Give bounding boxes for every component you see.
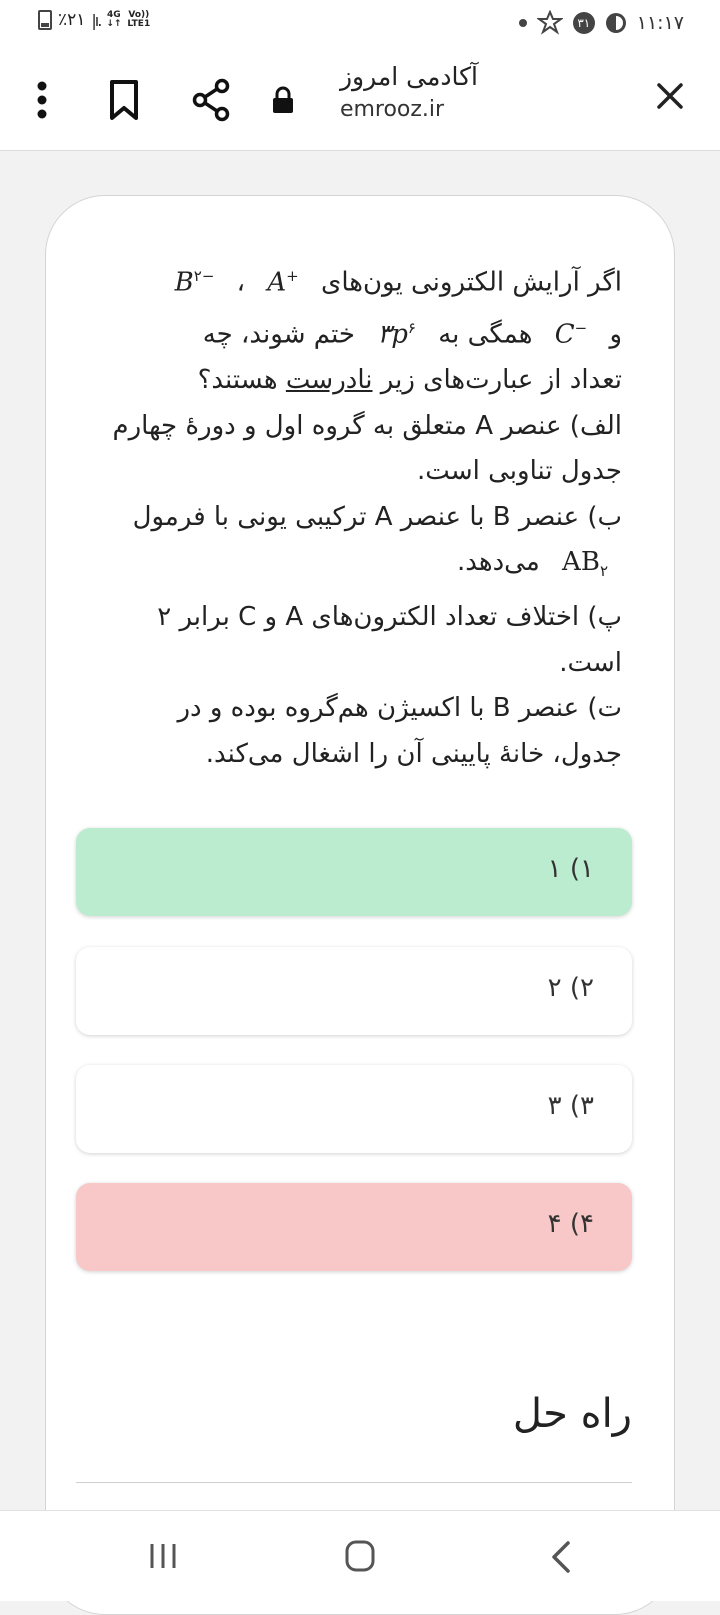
question-line-3: تعداد از عبارت‌های زیر نادرست هستند؟ [197,365,622,396]
battery-percent: ٪۲۱ [58,10,86,30]
option-2[interactable]: ۲) ۲ [76,947,632,1035]
volte-indicator: Vo)) LTE1 [127,10,151,29]
option-4[interactable]: ۴) ۴ [76,1183,632,1271]
battery-icon [38,10,52,30]
statement-alef: الف) عنصر A متعلق به گروه اول و دورهٔ چهارم جدول تناوبی است. [112,410,622,487]
network-indicator: 4G ↓↑ [106,10,122,29]
ion-a: A+ [267,267,299,298]
electron-config: $۳p^۶$ [377,319,416,350]
statement-pe: پ) اختلاف تعداد الکترون‌های A و C برابر ۲ است. [157,602,622,678]
bookmark-icon[interactable] [104,78,144,122]
app-notification-icon [537,10,563,36]
question-line-2: و C− همگی به $۳p^۶$ ختم شوند، چه [112,306,622,358]
question-text [112,254,622,777]
signal-icon: |ı. [91,10,101,30]
option-3[interactable]: ۳) ۳ [76,1065,632,1153]
share-icon[interactable] [190,78,234,122]
statement-be: ب) عنصر B با عنصر A ترکیبی یونی با فرمول $AB_۲$ می‌دهد. [112,495,622,595]
divider [76,1482,632,1483]
ion-b: $B^{۲-}$ [174,267,215,298]
statement-te: ت) عنصر B با اکسیژن هم‌گروه بوده و در جدول، خانهٔ پایینی آن را اشغال می‌کند. [177,693,622,769]
close-icon [655,81,685,111]
option-1[interactable]: ۱) ۱ [76,828,632,916]
notification-dot-icon [519,19,527,27]
ion-c: C− [554,319,588,350]
formula: $AB_۲$ [562,547,608,581]
app-bar [0,44,720,151]
clock: ۱۱:۱۷ [636,12,684,34]
lock-icon[interactable] [270,86,296,114]
recents-icon[interactable] [146,1541,180,1571]
status-right [519,10,684,36]
home-icon[interactable] [344,1539,376,1573]
page-url: emrooz.ir [339,97,445,122]
more-vert-icon[interactable] [22,78,62,122]
status-bar [0,0,720,44]
sync-icon [605,12,627,34]
question-card [45,195,675,1615]
back-icon[interactable] [548,1539,572,1575]
solution-title: راه حل [512,1391,632,1437]
calendar-badge-icon: ۳۱ [573,12,595,34]
page-info [340,62,478,122]
close-button[interactable] [646,72,694,120]
status-left [38,10,150,30]
system-nav-bar [0,1510,720,1601]
question-line-1: اگر آرایش الکترونی یون‌های A+ ، $B^{۲-}$ [112,254,622,306]
page-title: آکادمی امروز [339,62,478,91]
